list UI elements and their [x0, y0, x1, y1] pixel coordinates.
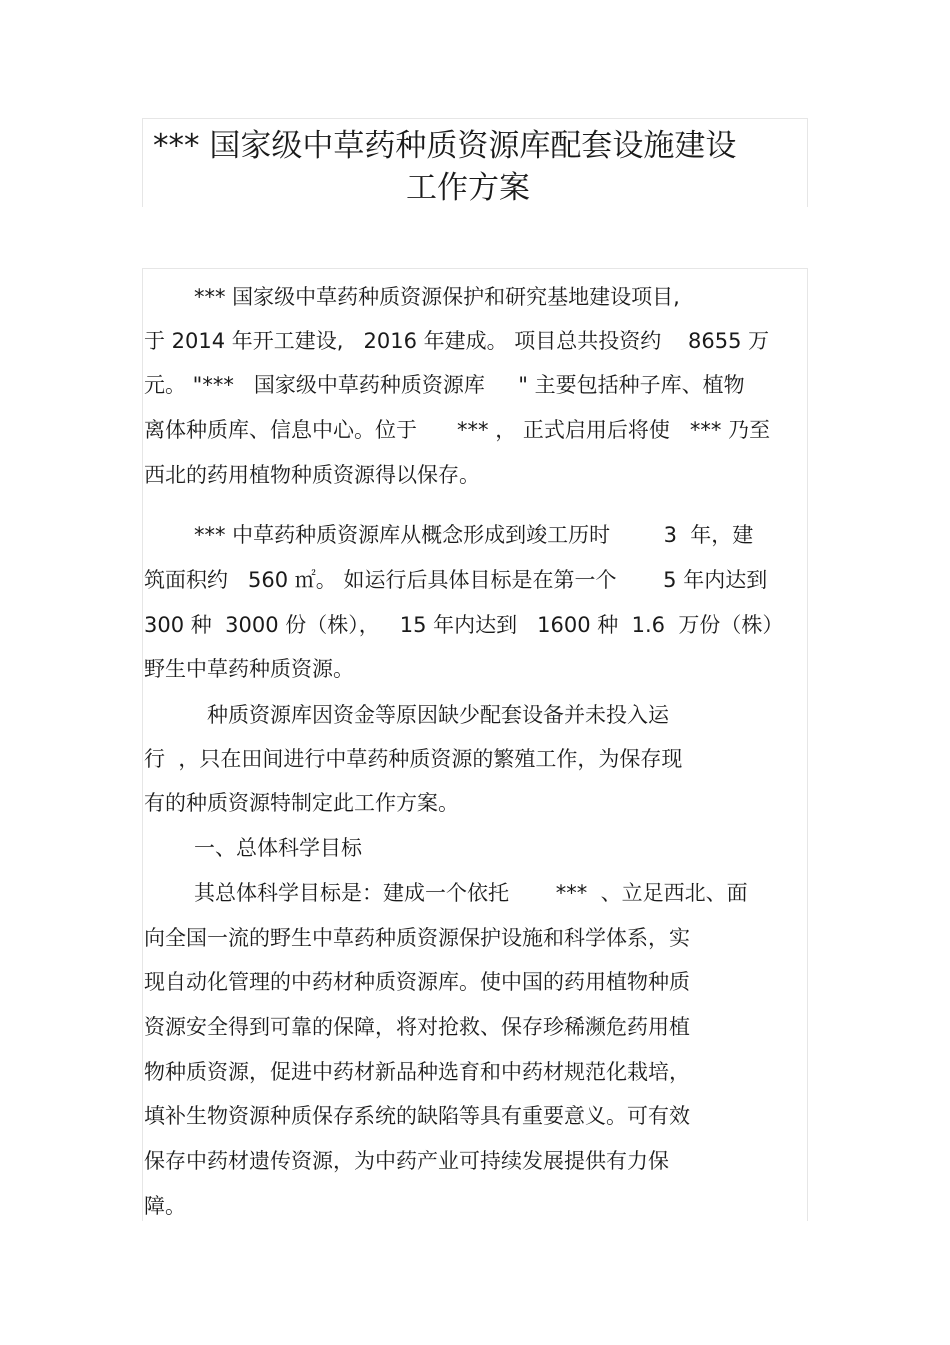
paragraph-line: 离体种质库、信息中心。位于 *** ， 正式启用后将使 *** 乃至 [144, 418, 771, 442]
paragraph-line: 野生中草药种质资源。 [144, 657, 354, 681]
paragraph-line: 元。 "*** 国家级中草药种质资源库 " 主要包括种子库、植物 [144, 373, 745, 397]
paragraph-line: 西北的药用植物种质资源得以保存。 [144, 463, 480, 487]
paragraph-line: 保存中药材遗传资源，为中药产业可持续发展提供有力保 [144, 1149, 669, 1173]
paragraph-line: 填补生物资源种质保存系统的缺陷等具有重要意义。可有效 [144, 1104, 690, 1128]
paragraph-line: 障。 [144, 1194, 186, 1218]
paragraph-line: 物种质资源，促进中药材新品种选育和中药材规范化栽培， [144, 1060, 690, 1084]
paragraph-line: 现自动化管理的中药材种质资源库。使中国的药用植物种质 [144, 970, 690, 994]
paragraph-line: 于 2014 年开工建设, 2016 年建成。 项目总共投资约 8655 万 [144, 329, 770, 353]
paragraph-line: 资源安全得到可靠的保障，将对抢救、保存珍稀濒危药用植 [144, 1015, 690, 1039]
paragraph-line: *** 中草药种质资源库从概念形成到竣工历时 3 年，建 [194, 523, 754, 547]
paragraph-line: 筑面积约 560 ㎡。 如运行后具体目标是在第一个 5 年内达到 [144, 568, 768, 592]
document-title-line-1: *** 国家级中草药种质资源库配套设施建设 [153, 128, 737, 164]
paragraph-line: 行 ，只在田间进行中草药种质资源的繁殖工作，为保存现 [144, 747, 683, 771]
paragraph-line: 种质资源库因资金等原因缺少配套设备并未投入运 [207, 703, 669, 727]
document-title-line-2: 工作方案 [406, 170, 530, 206]
paragraph-line: 有的种质资源特制定此工作方案。 [144, 791, 459, 815]
paragraph-line: 其总体科学目标是：建成一个依托 *** 、立足西北、面 [194, 881, 748, 905]
paragraph-line: *** 国家级中草药种质资源保护和研究基地建设项目, [194, 285, 680, 309]
paragraph-line: 向全国一流的野生中草药种质资源保护设施和科学体系，实 [144, 926, 690, 950]
paragraph-line: 300 种 3000 份（株）， 15 年内达到 1600 种 1.6 万份（株） [144, 613, 784, 637]
section-heading: 一、总体科学目标 [194, 836, 362, 860]
